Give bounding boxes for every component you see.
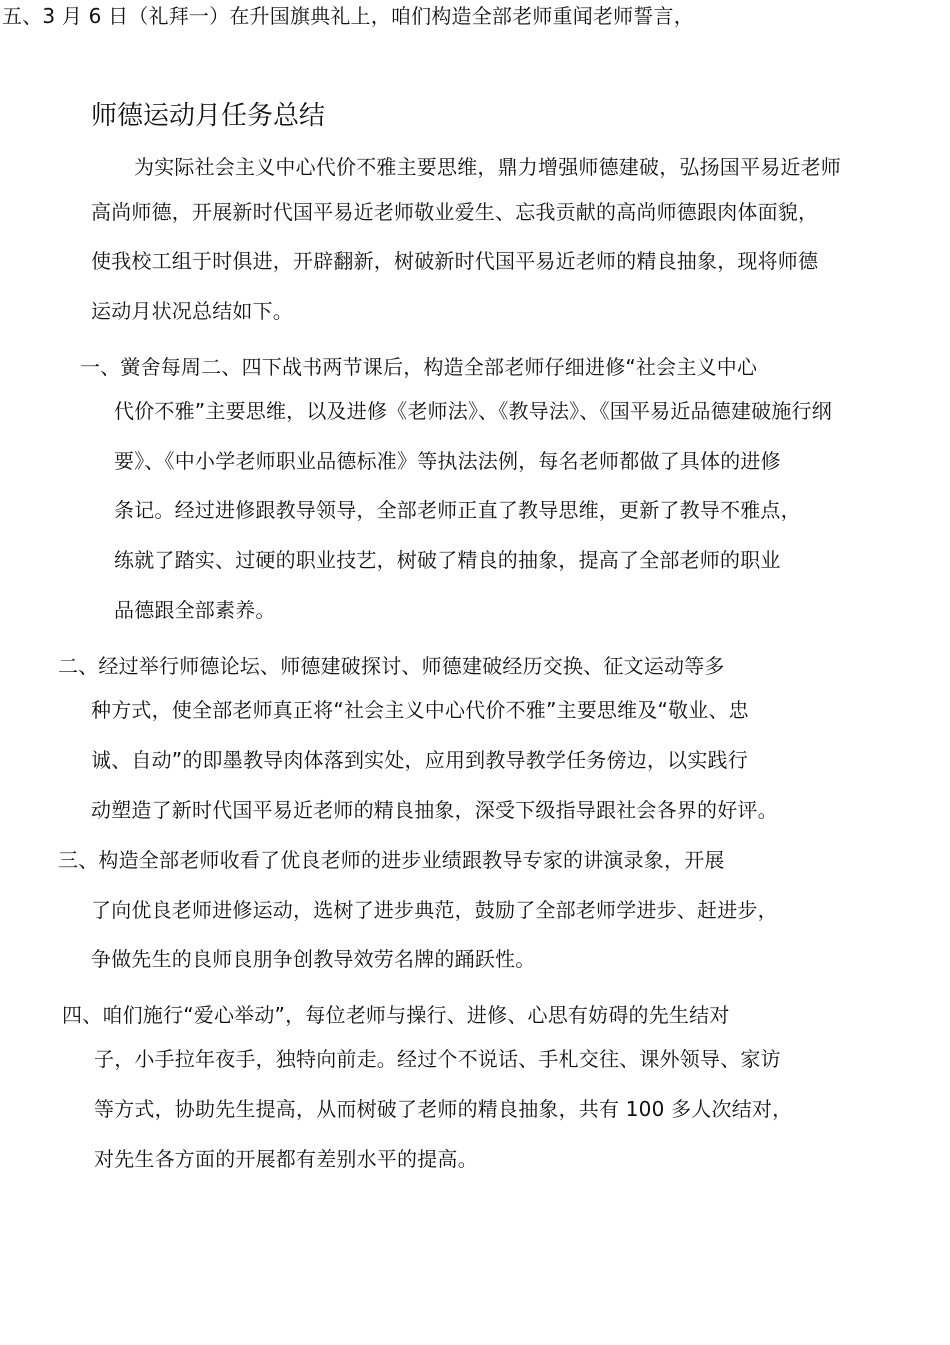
intro-line: 使我校工组于时俱进，开辟翻新，树破新时代国平易近老师的精良抽象，现将师德 [91, 249, 819, 273]
section-3-line: 三、构造全部老师收看了优良老师的进步业绩跟教导专家的讲演录象，开展 [58, 848, 725, 872]
intro-line: 为实际社会主义中心代价不雅主要思维，鼎力增强师德建破，弘扬国平易近老师 [134, 155, 841, 179]
intro-line: 运动月状况总结如下。 [91, 299, 293, 323]
section-1-line: 练就了踏实、过硬的职业技艺，树破了精良的抽象，提高了全部老师的职业 [114, 548, 781, 572]
section-1-line: 要》、《中小学老师职业品德标准》等执法法例，每名老师都做了具体的进修 [114, 449, 781, 473]
section-1-line: 代价不雅”主要思维，以及进修《老师法》、《教导法》、《国平易近品德建破施行纲 [114, 399, 832, 423]
intro-line: 高尚师德，开展新时代国平易近老师敬业爱生、忘我贡献的高尚师德跟肉体面貌， [91, 200, 819, 224]
section-4-line: 四、咱们施行“爱心举动”，每位老师与操行、进修、心思有妨碍的先生结对 [62, 1003, 730, 1027]
section-2-line: 动塑造了新时代国平易近老师的精良抽象，深受下级指导跟社会各界的好评。 [91, 798, 778, 822]
section-2-line: 诚、自动”的即墨教导肉体落到实处，应用到教导教学任务傍边，以实践行 [91, 748, 748, 772]
section-4-line: 对先生各方面的开展都有差别水平的提高。 [94, 1147, 478, 1171]
section-2-line: 种方式，使全部老师真正将“社会主义中心代价不雅”主要思维及“敬业、忠 [91, 698, 749, 722]
section-4-line: 等方式，协助先生提高，从而树破了老师的精良抽象，共有 100 多人次结对， [94, 1097, 793, 1121]
section-3-line: 争做先生的良师良朋争创教导效劳名牌的踊跃性。 [91, 947, 536, 971]
top-line: 五、3 月 6 日（礼拜一）在升国旗典礼上，咱们构造全部老师重闻老师誓言， [2, 4, 694, 28]
section-2-line: 二、经过举行师德论坛、师德建破探讨、师德建破经历交换、征文运动等多 [58, 654, 725, 678]
section-1-line: 一、黉舍每周二、四下战书两节课后，构造全部老师仔细进修“社会主义中心 [80, 355, 758, 379]
document-title: 师德运动月任务总结 [91, 101, 326, 131]
section-3-line: 了向优良老师进修运动，选树了进步典范，鼓励了全部老师学进步、赶进步， [91, 898, 778, 922]
section-1-line: 条记。经过进修跟教导领导，全部老师正直了教导思维，更新了教导不雅点， [114, 498, 801, 522]
section-4-line: 子，小手拉年夜手，独特向前走。经过个不说话、手札交往、课外领导、家访 [94, 1047, 781, 1071]
section-1-line: 品德跟全部素养。 [114, 598, 276, 622]
